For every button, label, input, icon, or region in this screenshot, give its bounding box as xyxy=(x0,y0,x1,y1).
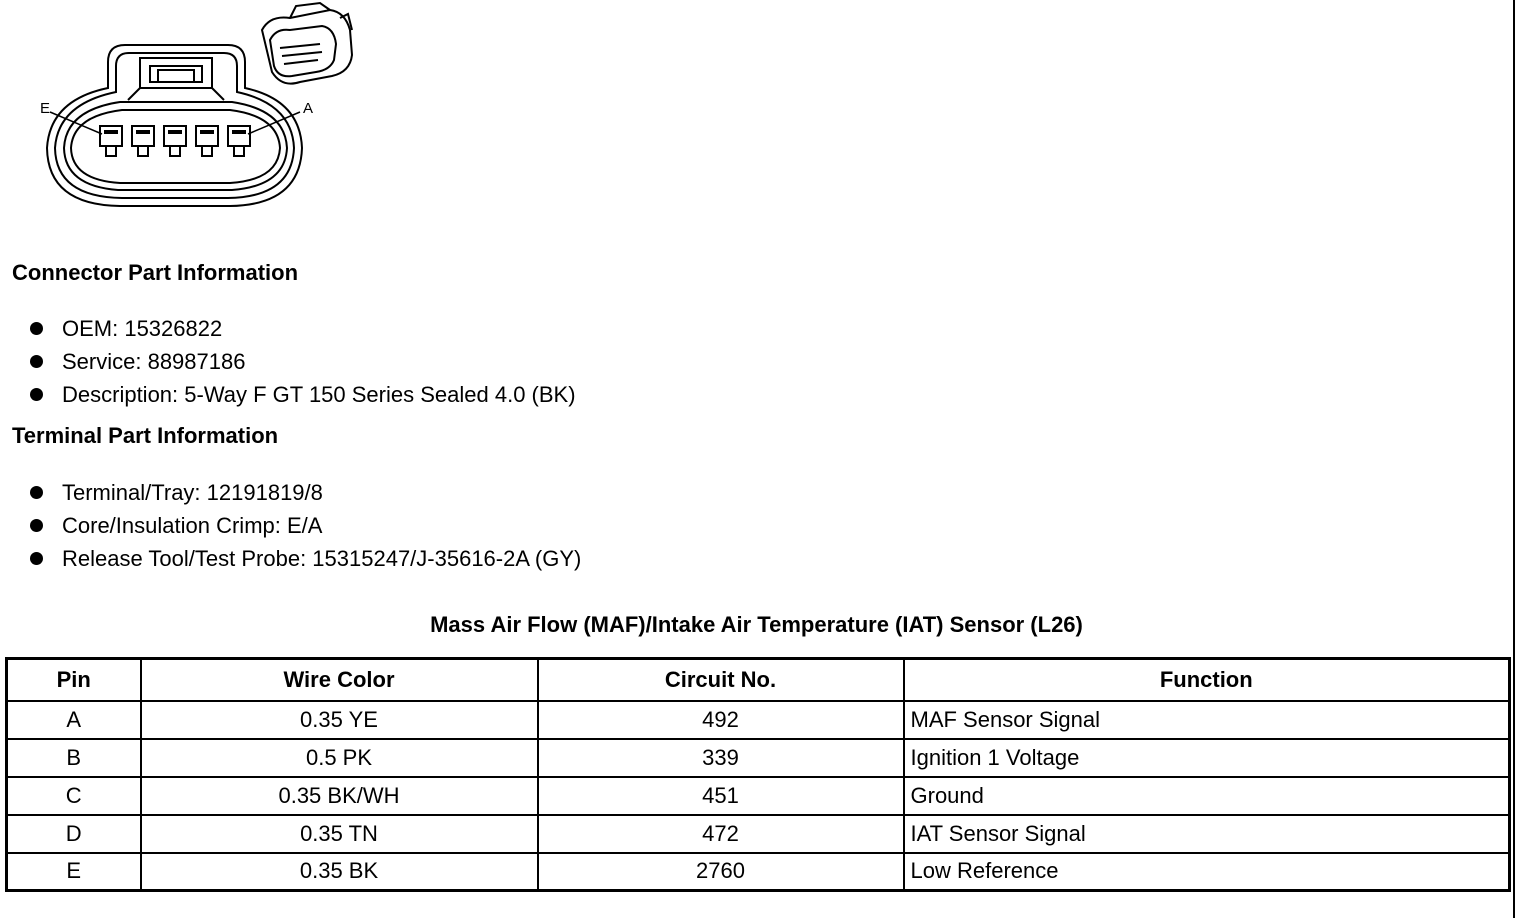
cell-circuit-no: 472 xyxy=(538,815,904,853)
cell-circuit-no: 339 xyxy=(538,739,904,777)
cell-wire-color: 0.5 PK xyxy=(141,739,538,777)
cell-pin: D xyxy=(7,815,141,853)
cell-function: Ignition 1 Voltage xyxy=(904,739,1510,777)
cell-wire-color: 0.35 BK xyxy=(141,853,538,891)
list-item: OEM: 15326822 xyxy=(30,312,576,345)
cell-function: Ground xyxy=(904,777,1510,815)
list-item: Release Tool/Test Probe: 15315247/J-35616-2A (GY) xyxy=(30,542,581,575)
list-item: Core/Insulation Crimp: E/A xyxy=(30,509,581,542)
table-row xyxy=(7,777,1510,815)
table-row xyxy=(7,815,1510,853)
cell-wire-color: 0.35 TN xyxy=(141,815,538,853)
header-pin: Pin xyxy=(7,659,141,701)
cell-wire-color: 0.35 YE xyxy=(141,701,538,739)
cell-pin: A xyxy=(7,701,141,739)
table-row xyxy=(7,853,1510,891)
page-border-rule xyxy=(1513,0,1515,918)
connector-part-info-list xyxy=(30,312,576,411)
cell-circuit-no: 451 xyxy=(538,777,904,815)
cell-pin: E xyxy=(7,853,141,891)
terminal-part-info-title: Terminal Part Information xyxy=(12,423,279,448)
cell-wire-color: 0.35 BK/WH xyxy=(141,777,538,815)
cell-pin: B xyxy=(7,739,141,777)
cell-pin: C xyxy=(7,777,141,815)
connector-diagram xyxy=(0,0,380,220)
cell-function: Low Reference xyxy=(904,853,1510,891)
table-row xyxy=(7,701,1510,739)
connector-part-info-title: Connector Part Information xyxy=(12,260,299,285)
cell-circuit-no: 2760 xyxy=(538,853,904,891)
pin-label-a: A xyxy=(303,100,314,117)
cell-function: IAT Sensor Signal xyxy=(904,815,1510,853)
pinout-table xyxy=(5,657,1511,892)
list-item: Description: 5-Way F GT 150 Series Sealed 4.0 (BK) xyxy=(30,378,576,411)
bullet-icon xyxy=(30,322,43,335)
pinout-table-title: Mass Air Flow (MAF)/Intake Air Temperature (IAT) Sensor (L26) xyxy=(430,612,1083,637)
pin-label-e: E xyxy=(40,100,51,117)
table-header-row xyxy=(7,659,1510,701)
bullet-icon xyxy=(30,355,43,368)
header-wire-color: Wire Color xyxy=(141,659,538,701)
terminal-part-info-list xyxy=(30,476,581,575)
bullet-icon xyxy=(30,552,43,565)
bullet-icon xyxy=(30,519,43,532)
cell-circuit-no: 492 xyxy=(538,701,904,739)
header-function: Function xyxy=(904,659,1510,701)
cell-function: MAF Sensor Signal xyxy=(904,701,1510,739)
bullet-icon xyxy=(30,486,43,499)
header-circuit-no: Circuit No. xyxy=(538,659,904,701)
list-item: Terminal/Tray: 12191819/8 xyxy=(30,476,581,509)
table-row xyxy=(7,739,1510,777)
bullet-icon xyxy=(30,388,43,401)
list-item: Service: 88987186 xyxy=(30,345,576,378)
